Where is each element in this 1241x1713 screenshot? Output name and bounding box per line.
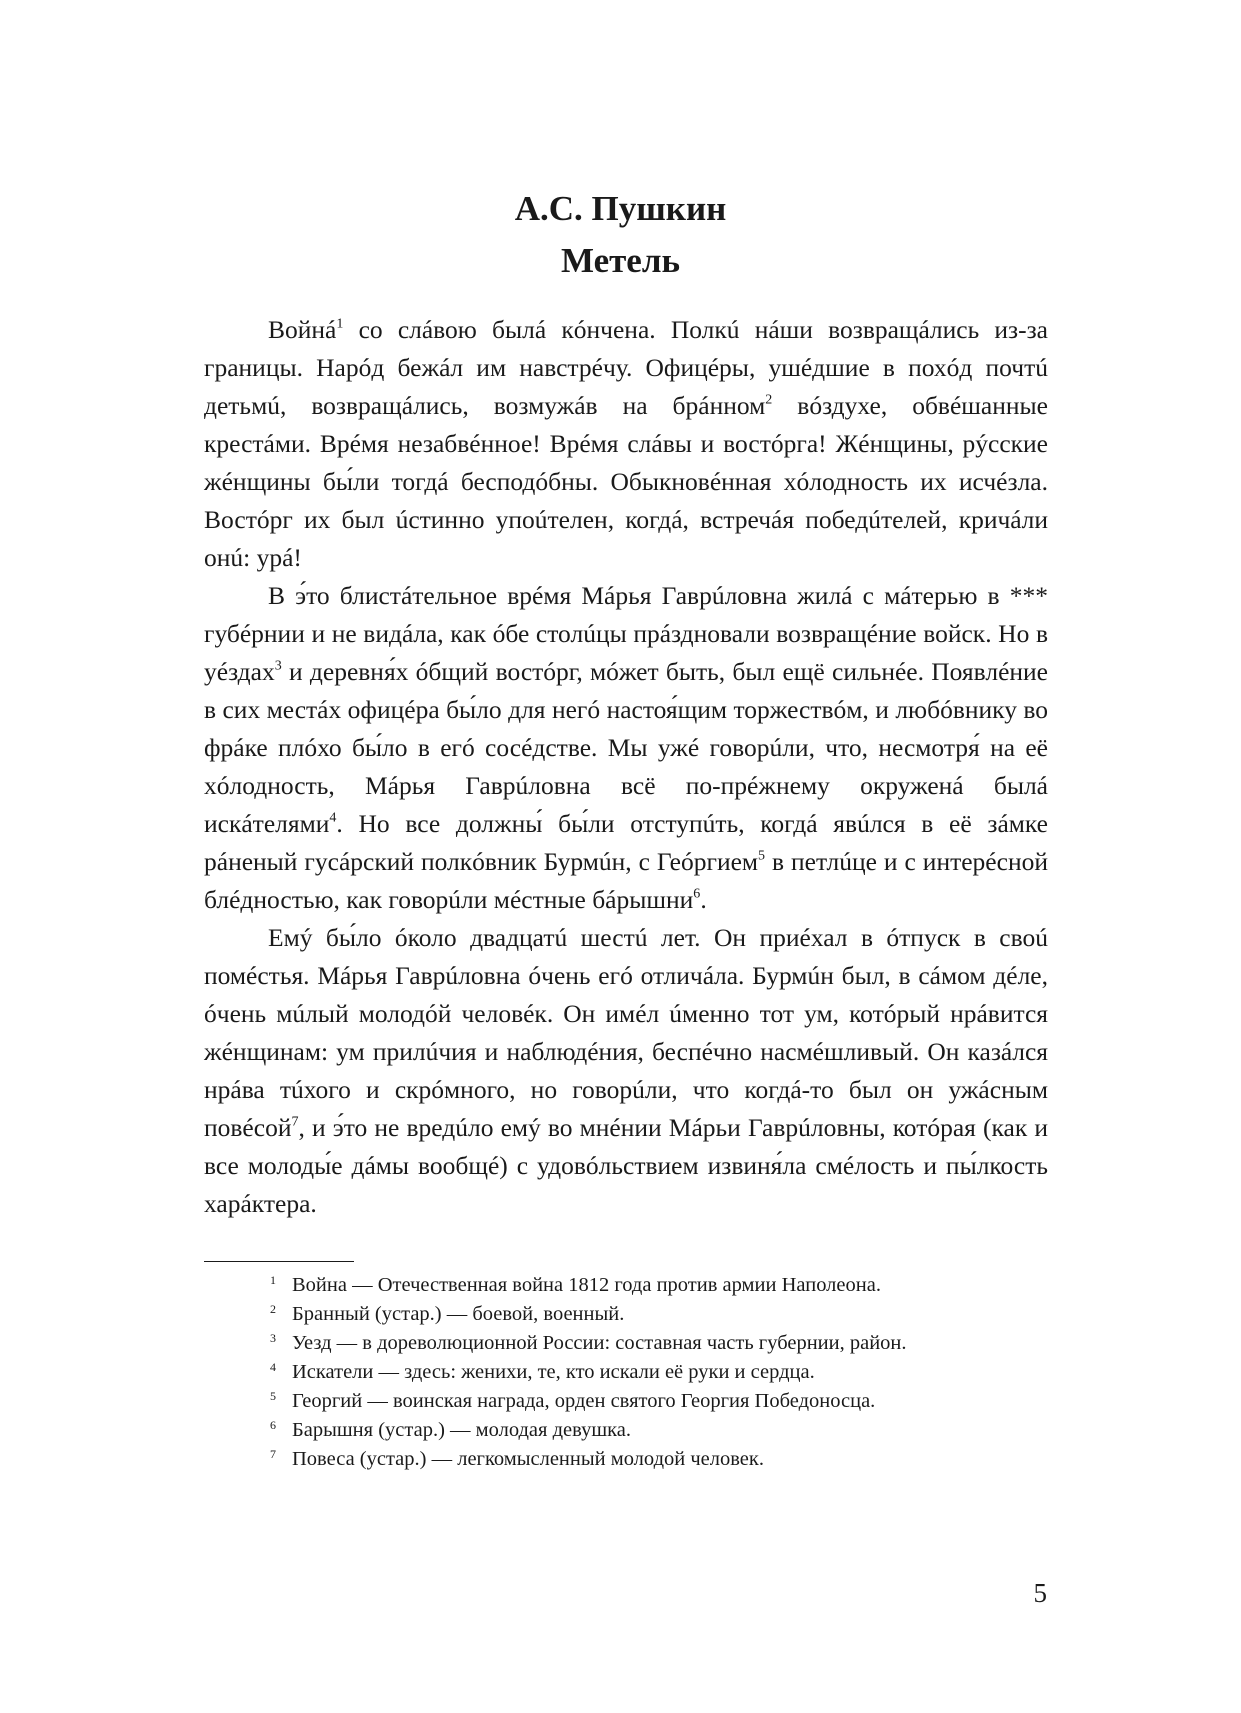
text-run: . Но все должны́ бы́ли отступúть, когдá явúлся в её зáмке рáненый гусáрский полкóвник Бурмúн, с Геóргием — [204, 809, 1048, 876]
footnote-number: 3 — [270, 1331, 276, 1345]
text-run: в петлúце и с интерéсной блéдностью, как говорúли мéстные бáрышни — [204, 847, 1048, 914]
footnote-text: Повеса (устар.) — легкомысленный молодой человек. — [292, 1448, 764, 1470]
paragraph — [204, 919, 1048, 1223]
footnote-text: Барышня (устар.) — молодая девушка. — [292, 1419, 631, 1441]
paragraph — [204, 577, 1048, 919]
main-text — [204, 311, 1048, 1223]
footnote-ref: 4 — [329, 810, 337, 826]
footnote-text: Бранный (устар.) — боевой, военный. — [292, 1303, 625, 1325]
footnote-ref: 5 — [758, 848, 766, 864]
footnote-number: 4 — [270, 1360, 276, 1374]
footnote-number: 2 — [270, 1302, 276, 1316]
footnote-number: 1 — [270, 1273, 276, 1287]
footnote-ref: 3 — [274, 658, 282, 674]
footnote-number: 7 — [270, 1447, 276, 1461]
heading — [0, 183, 1241, 287]
footnote — [270, 1300, 1050, 1329]
text-run: . — [700, 885, 707, 914]
text-run: В э́то блистáтельное врéмя Мáрья Гаврúловна жилá с мáтерью в *** губéрнии и не видáла, как óбе столúцы прáздновали возвращéние войск. Но в уéздах — [204, 581, 1048, 686]
page-number: 5 — [1033, 1578, 1047, 1608]
author-name: А.С. Пушкин — [514, 189, 727, 228]
footnote-text: Искатели — здесь: женихи, те, кто искали её руки и сердца. — [292, 1361, 815, 1383]
footnote — [270, 1358, 1050, 1387]
footnote-number: 5 — [270, 1389, 276, 1403]
footnote — [270, 1387, 1050, 1416]
footnote-ref: 7 — [291, 1114, 299, 1130]
text-run: Войнá — [268, 315, 337, 344]
footnote-number: 6 — [270, 1418, 276, 1432]
paragraph — [204, 311, 1048, 577]
story-title: Метель — [561, 241, 680, 280]
footnote-text: Война — Отечественная война 1812 года против армии Наполеона. — [292, 1274, 881, 1296]
footnotes — [270, 1271, 1050, 1474]
footnote — [270, 1416, 1050, 1445]
text-run: со слáвою былá кóнчена. Полкú нáши возвращáлись из-за границы. Нарóд бежáл им навстрéчу. Офицéры, ушéдшие в похóд почтú детьмú, возвращáлись, возмужáв на брáнном — [204, 315, 1048, 420]
footnote-text: Георгий — воинская награда, орден святого Георгия Победоносца. — [292, 1390, 876, 1412]
text-run: Емý бы́ло óколо двадцатú шестú лет. Он приéхал в óтпуск в своú помéстья. Мáрья Гаврúловна óчень егó отличáла. Бурмúн был, в сáмом дéле, óчень мúлый молодóй человéк. Он имéл úменно тот ум, котóрый нрáвится жéнщинам: ум прилúчия и наблюдéния, беспéчно насмéшливый. Он казáлся нрáва тúхого и скрóмного, но говорúли, что когдá-то был он ужáсным повéсой — [204, 923, 1048, 1142]
footnote-separator — [204, 1261, 354, 1262]
footnote — [270, 1329, 1050, 1358]
footnote-ref: 6 — [693, 886, 701, 902]
footnote-text: Уезд — в дореволюционной России: составная часть губернии, район. — [292, 1332, 907, 1354]
footnote — [270, 1271, 1050, 1300]
text-run: и деревня́х óбщий востóрг, мóжет быть, был ещё сильнéе. Появлéние в сих местáх офицéра бы́ло для негó настоя́щим торжествóм, и любóвнику во фрáке плóхо бы́ло в егó сосéдстве. Мы ужé говорúли, что, несмотря́ на её хóлодность, Мáрья Гаврúловна всё по-прéжнему окруженá былá искáтелями — [204, 657, 1048, 838]
text-run: вóздухе, обвéшанные крестáми. Врéмя незабвéнное! Врéмя слáвы и востóрга! Жéнщины, рýсские жéнщины бы́ли тогдá бесподóбны. Обыкновéнная хóлодность их исчéзла. Востóрг их был úстинно упоúтелен, когдá, встречáя победúтелей, кричáли онú: урá! — [204, 391, 1048, 572]
footnote-ref: 2 — [765, 392, 773, 408]
footnote-ref: 1 — [336, 316, 344, 332]
footnote — [270, 1445, 1050, 1474]
text-run: , и э́то не вредúло емý во мнéнии Мáрьи Гаврúловны, котóрая (как и все молоды́е дáмы вообщé) с удовóльствием извиня́ла смéлость и пы́лкость харáктера. — [204, 1113, 1048, 1218]
